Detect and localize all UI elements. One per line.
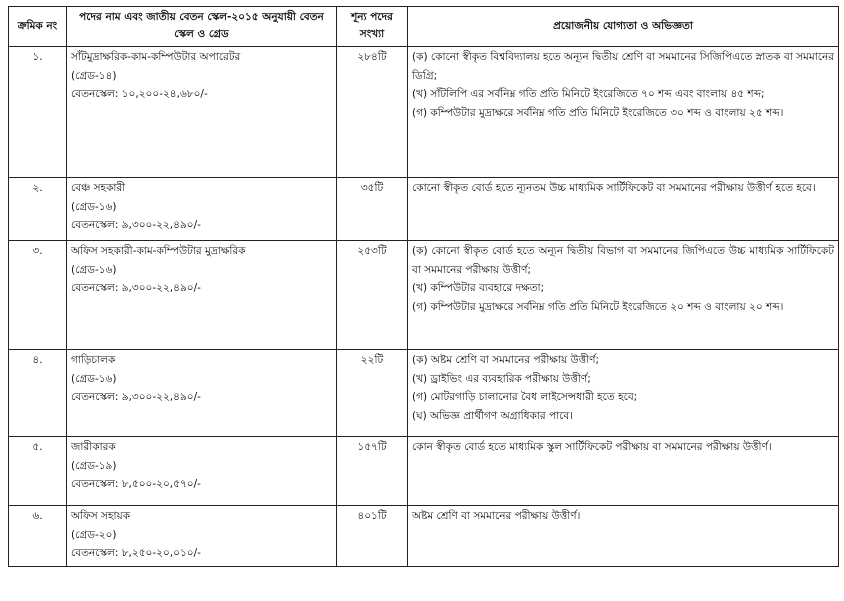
post-pay-scale: বেতনস্কেল: ৮,৫০০-২০,৫৭০/-	[71, 478, 201, 490]
qualification-cell	[408, 506, 839, 567]
post-cell	[67, 241, 337, 350]
qualification-item: (ঘ) অভিজ্ঞ প্রার্থীগণ অগ্রাধিকার পাবে।	[412, 409, 573, 422]
serial-cell: ২.	[9, 178, 67, 241]
qualification-cell	[408, 178, 839, 241]
post-name: বেঞ্চ সহকারী	[71, 182, 126, 194]
post-pay-scale: বেতনস্কেল: ৯,৩০০-২২,৪৯০/-	[71, 219, 201, 231]
vacancy-count: ৩৫টি	[337, 178, 408, 241]
post-name: সাঁটমুদ্রাক্ষরিক-কাম-কম্পিউটার অপারেটর	[71, 51, 241, 63]
table-row	[9, 506, 839, 567]
header-qualification: প্রয়োজনীয় যোগ্যতা ও অভিজ্ঞতা	[408, 7, 839, 47]
post-name: জারীকারক	[71, 441, 116, 453]
post-name: অফিস সহকারী-কাম-কম্পিউটার মুদ্রাক্ষরিক	[71, 245, 246, 257]
qualification-item: অষ্টম শ্রেণি বা সমমানের পরীক্ষায় উত্তীর্ণ।	[412, 510, 581, 522]
post-name: অফিস সহায়ক	[71, 510, 131, 522]
post-grade: (গ্রেড-১৪)	[71, 69, 117, 82]
vacancy-count: ১৫৭টি	[337, 437, 408, 506]
header-vacancies: শূন্য পদের সংখ্যা	[337, 7, 408, 47]
table-row	[9, 47, 839, 178]
serial-cell: ৬.	[9, 506, 67, 567]
qualification-item: (গ) কম্পিউটার মুদ্রাক্ষরে সর্বনিম্ন গতি প্রতি মিনিটে ইংরেজিতে ৩০ শব্দ ও বাংলায় ২৫ শব্দ।	[412, 106, 784, 119]
table-row	[9, 241, 839, 350]
serial-cell: ৪.	[9, 350, 67, 437]
qualification-item: (ক) কোনো স্বীকৃত বিশ্ববিদ্যালয় হতে অন্যূন দ্বিতীয় শ্রেণি বা সমমানের সিজিপিএতে স্নাতক বা সমমানের ডিগ্রি;	[412, 51, 834, 82]
post-cell	[67, 178, 337, 241]
vacancy-count: ২৮৪টি	[337, 47, 408, 178]
vacancy-count: ২২টি	[337, 350, 408, 437]
post-cell	[67, 47, 337, 178]
qualification-cell	[408, 47, 839, 178]
post-name: গাড়িচালক	[71, 354, 116, 366]
post-pay-scale: বেতনস্কেল: ৯,৩০০-২২,৪৯০/-	[71, 282, 201, 294]
qualification-cell	[408, 350, 839, 437]
qualification-cell	[408, 241, 839, 350]
qualification-cell	[408, 437, 839, 506]
serial-cell: ৫.	[9, 437, 67, 506]
post-grade: (গ্রেড-১৯)	[71, 459, 117, 472]
table-row	[9, 437, 839, 506]
header-serial: ক্রমিক নং	[9, 7, 67, 47]
qualification-item: (ক) কোনো স্বীকৃত বোর্ড হতে অন্যূন দ্বিতীয় বিভাগ বা সমমানের জিপিএতে উচ্চ মাধ্যমিক সার্টিফিকেট বা সমমানের পরীক্ষায় উত্তীর্ণ;	[412, 245, 834, 276]
serial-cell: ১.	[9, 47, 67, 178]
post-grade: (গ্রেড-১৬)	[71, 200, 117, 213]
header-post: পদের নাম এবং জাতীয় বেতন স্কেল-২০১৫ অনুযায়ী বেতন স্কেল ও গ্রেড	[67, 7, 337, 47]
post-grade: (গ্রেড-২০)	[71, 528, 117, 541]
qualification-item: (খ) ড্রাইভিং এর ব্যবহারিক পরীক্ষায় উত্তীর্ণ;	[412, 372, 591, 385]
qualification-item: কোনো স্বীকৃত বোর্ড হতে ন্যূনতম উচ্চ মাধ্যমিক সার্টিফিকেট বা সমমানের পরীক্ষায় উত্তীর্ণ হতে হবে।	[412, 182, 816, 194]
post-grade: (গ্রেড-১৬)	[71, 263, 117, 276]
qualification-item: (খ) কম্পিউটার ব্যবহারে দক্ষতা;	[412, 282, 545, 294]
recruitment-table-sheet	[8, 6, 838, 567]
post-pay-scale: বেতনস্কেল: ১০,২০০-২৪,৬৮০/-	[71, 88, 208, 100]
post-cell	[67, 437, 337, 506]
vacancy-count: ২৫৩টি	[337, 241, 408, 350]
table-row	[9, 350, 839, 437]
post-cell	[67, 506, 337, 567]
header-row	[9, 7, 839, 47]
vacancy-count: ৪০১টি	[337, 506, 408, 567]
table-row	[9, 178, 839, 241]
recruitment-table	[8, 6, 839, 567]
qualification-item: (খ) সাঁটলিপি এর সর্বনিম্ন গতি প্রতি মিনিটে ইংরেজিতে ৭০ শব্দ এবং বাংলায় ৪৫ শব্দ;	[412, 88, 765, 100]
post-pay-scale: বেতনস্কেল: ৮,২৫০-২০,০১০/-	[71, 547, 201, 559]
qualification-item: (গ) মোটরগাড়ি চালানোর বৈধ লাইসেন্সধারী হতে হবে;	[412, 391, 638, 403]
qualification-item: (গ) কম্পিউটার মুদ্রাক্ষরে সর্বনিম্ন গতি প্রতি মিনিটে ইংরেজিতে ২০ শব্দ ও বাংলায় ২০ শব্দ।	[412, 300, 784, 313]
post-cell	[67, 350, 337, 437]
serial-cell: ৩.	[9, 241, 67, 350]
post-pay-scale: বেতনস্কেল: ৯,৩০০-২২,৪৯০/-	[71, 391, 201, 403]
qualification-item: কোন স্বীকৃত বোর্ড হতে মাধ্যমিক স্কুল সার্টিফিকেট পরীক্ষায় বা সমমানের পরীক্ষায় উত্তীর্ণ।	[412, 441, 772, 453]
post-grade: (গ্রেড-১৬)	[71, 372, 117, 385]
qualification-item: (ক) অষ্টম শ্রেণি বা সমমানের পরীক্ষায় উত্তীর্ণ;	[412, 354, 600, 366]
